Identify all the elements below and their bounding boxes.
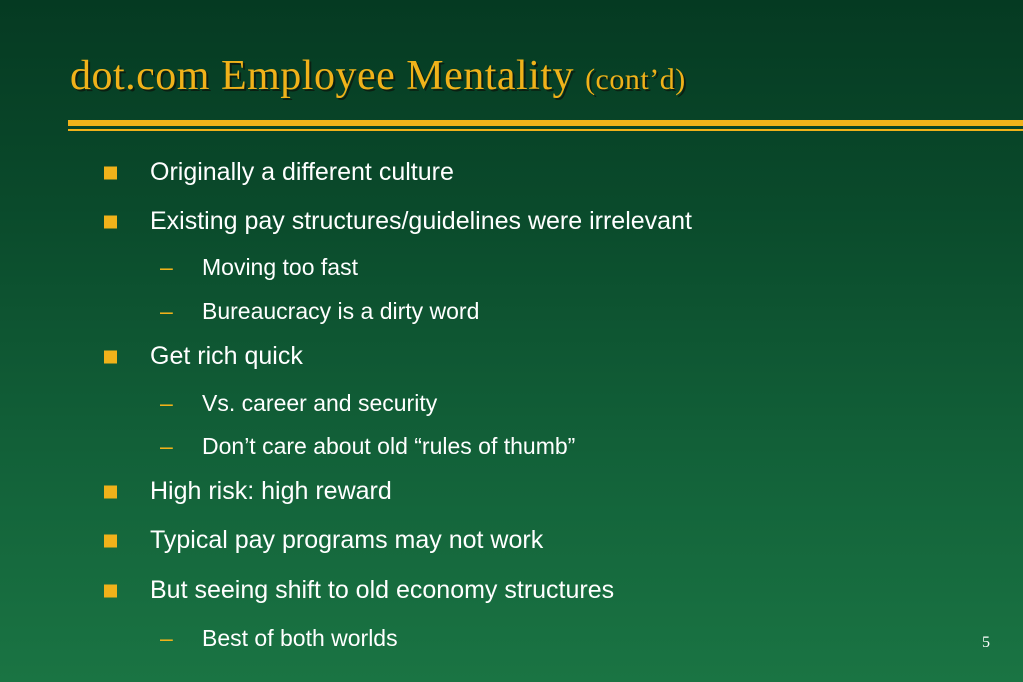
bullet-text: But seeing shift to old economy structures <box>150 576 615 604</box>
square-bullet-icon <box>104 215 117 228</box>
square-bullet-icon <box>104 584 117 597</box>
bullet-text: High risk: high reward <box>150 477 392 505</box>
bullet-text: Don’t care about old “rules of thumb” <box>202 433 576 459</box>
bullet-item <box>104 342 303 371</box>
sub-bullet-item <box>160 433 575 460</box>
dash-bullet-icon: – <box>160 625 173 651</box>
bullet-item <box>104 158 454 187</box>
sub-bullet-item <box>160 254 358 281</box>
title-sub: (cont’d) <box>585 63 686 96</box>
bullet-text: Moving too fast <box>202 254 358 280</box>
bullet-item <box>104 207 692 236</box>
square-bullet-icon <box>104 534 117 547</box>
dash-bullet-icon: – <box>160 433 173 459</box>
bullet-item <box>104 576 614 605</box>
bullet-text: Bureaucracy is a dirty word <box>202 298 480 324</box>
sub-bullet-item <box>160 298 479 325</box>
title-rule-thick <box>68 120 1023 126</box>
slide-title <box>70 52 686 100</box>
title-main: dot.com Employee Mentality <box>70 53 575 99</box>
bullet-text: Typical pay programs may not work <box>150 526 544 554</box>
bullet-text: Originally a different culture <box>150 158 454 186</box>
dash-bullet-icon: – <box>160 254 173 280</box>
sub-bullet-item <box>160 625 398 652</box>
bullet-text: Existing pay structures/guidelines were irrelevant <box>150 207 692 235</box>
bullet-item <box>104 477 392 506</box>
bullet-text: Best of both worlds <box>202 625 398 651</box>
bullet-item <box>104 526 543 555</box>
square-bullet-icon <box>104 166 117 179</box>
sub-bullet-item <box>160 390 437 417</box>
dash-bullet-icon: – <box>160 298 173 324</box>
dash-bullet-icon: – <box>160 390 173 416</box>
bullet-text: Vs. career and security <box>202 390 438 416</box>
square-bullet-icon <box>104 485 117 498</box>
page-number: 5 <box>982 634 990 651</box>
square-bullet-icon <box>104 350 117 363</box>
title-rule-thin <box>68 129 1023 131</box>
bullet-text: Get rich quick <box>150 342 303 370</box>
